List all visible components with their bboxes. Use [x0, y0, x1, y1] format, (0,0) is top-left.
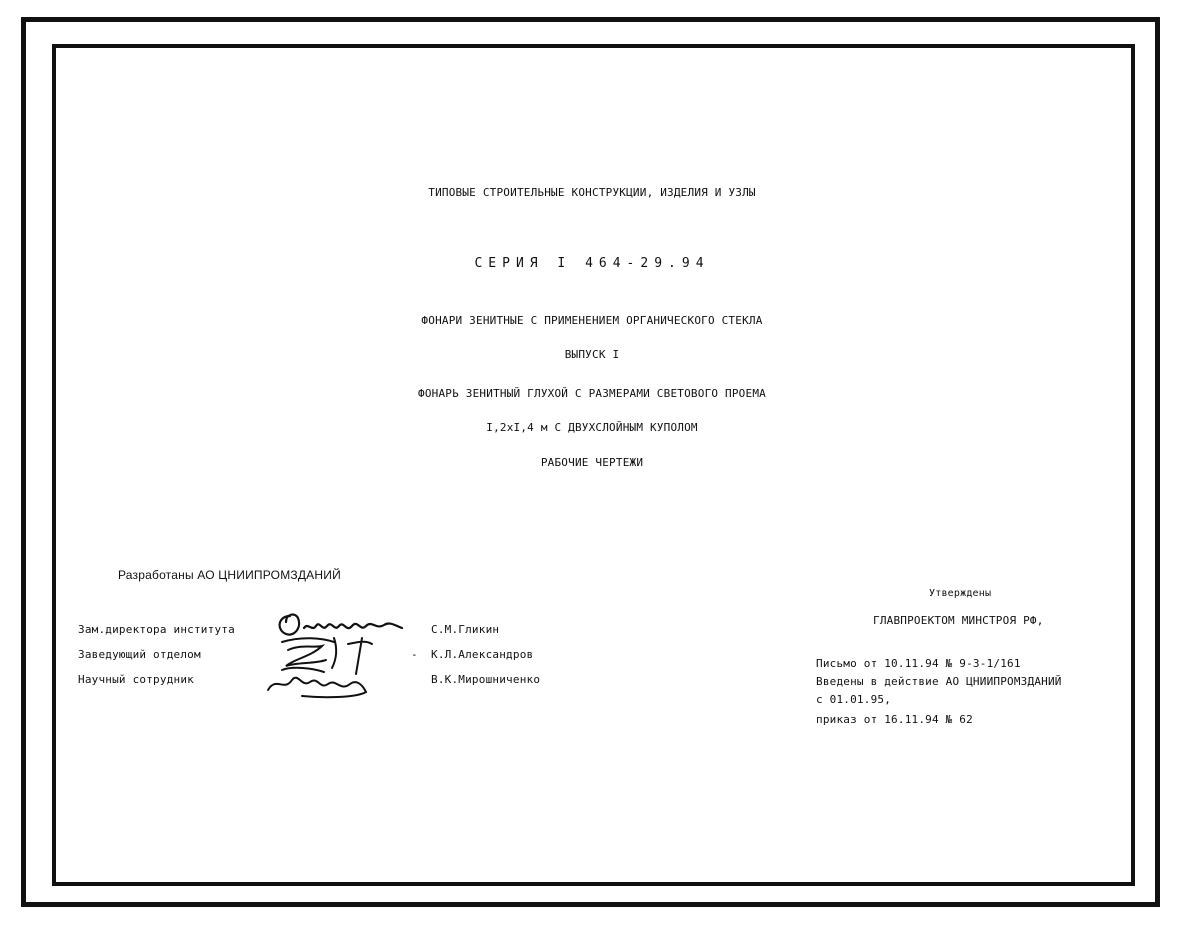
- approved-by: ГЛАВПРОЕКТОМ МИНСТРОЯ РФ,: [873, 614, 1044, 627]
- signature-miroshnichenko: [262, 662, 377, 702]
- approved-label: Утверждены: [929, 588, 992, 599]
- issue-number: ВЫПУСК I: [564, 348, 620, 361]
- staff-name-researcher: В.К.Мирошниченко: [431, 673, 541, 686]
- staff-role-department-head: Заведующий отделом: [78, 648, 201, 661]
- staff-name-deputy-director: С.М.Гликин: [431, 623, 500, 636]
- document-type: РАБОЧИЕ ЧЕРТЕЖИ: [540, 456, 644, 469]
- staff-dash: -: [411, 648, 418, 661]
- series-number: СЕРИЯ I 464-29.94: [474, 256, 710, 271]
- product-title-line1: ФОНАРЬ ЗЕНИТНЫЙ ГЛУХОЙ С РАЗМЕРАМИ СВЕТОВОГО ПРОЕМА: [418, 387, 766, 400]
- approval-letter: Письмо от 10.11.94 № 9-3-1/161: [816, 657, 1021, 670]
- staff-role-researcher: Научный сотрудник: [78, 673, 194, 686]
- approval-order: приказ от 16.11.94 № 62: [816, 713, 973, 726]
- enacted-by: Введены в действие АО ЦНИИПРОМЗДАНИЙ: [816, 675, 1062, 688]
- document-header: ТИПОВЫЕ СТРОИТЕЛЬНЫЕ КОНСТРУКЦИИ, ИЗДЕЛИЯ И УЗЛЫ: [428, 186, 756, 199]
- document-subject: ФОНАРИ ЗЕНИТНЫЕ С ПРИМЕНЕНИЕМ ОРГАНИЧЕСКОГО СТЕКЛА: [421, 314, 763, 327]
- enacted-date: с 01.01.95,: [816, 693, 892, 706]
- staff-name-department-head: К.Л.Александров: [431, 648, 534, 661]
- staff-role-deputy-director: Зам.директора института: [78, 623, 235, 636]
- developer-label: Разработаны АО ЦНИИПРОМЗДАНИЙ: [118, 568, 341, 582]
- product-title-line2: I,2хI,4 м С ДВУХСЛОЙНЫМ КУПОЛОМ: [486, 421, 698, 434]
